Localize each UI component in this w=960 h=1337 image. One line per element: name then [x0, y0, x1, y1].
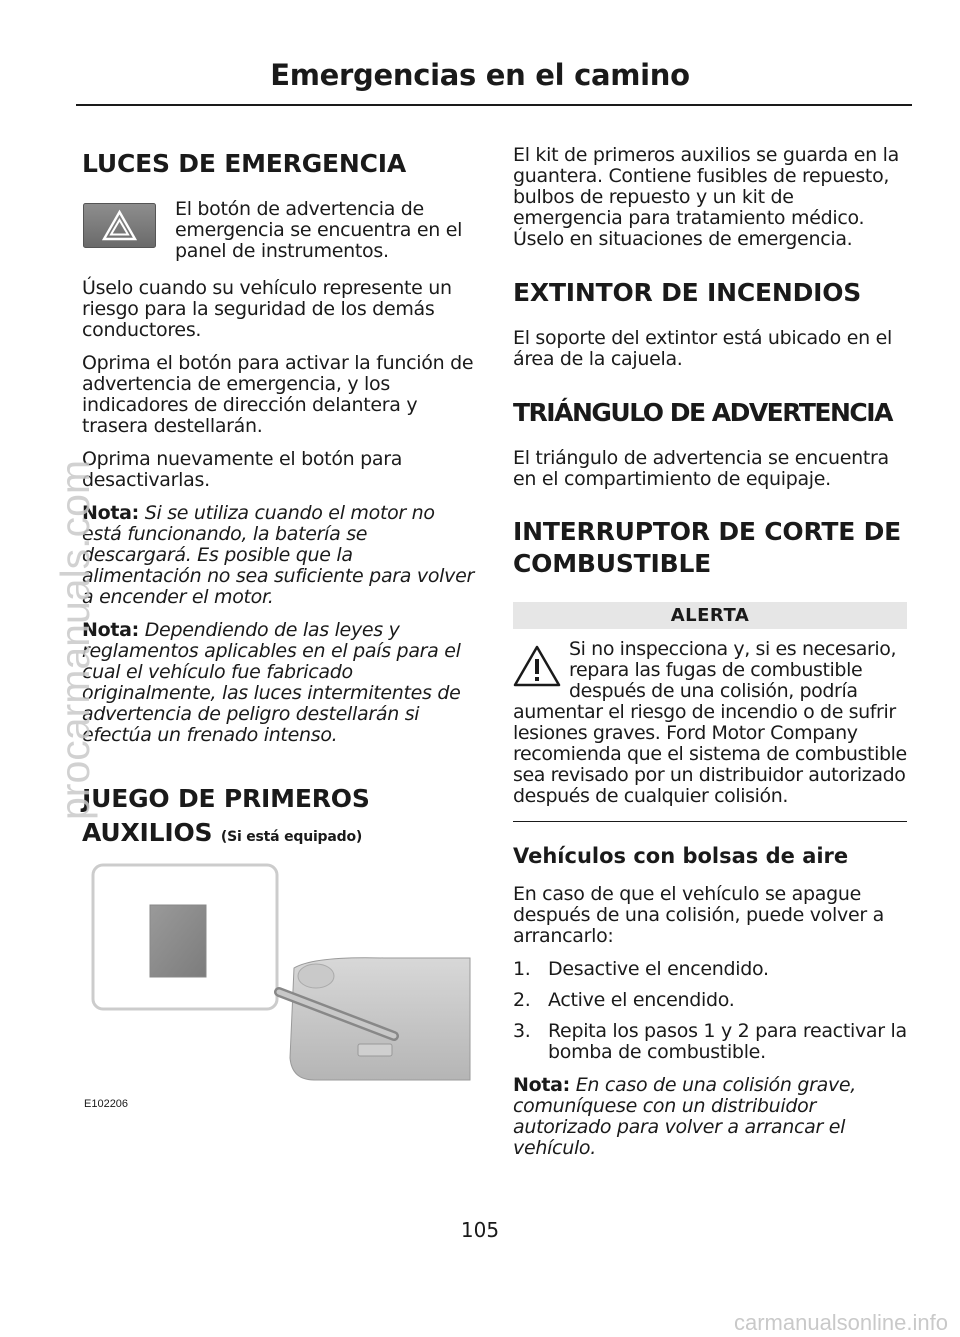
- note-block: [82, 503, 474, 746]
- section-title-extintor: EXTINTOR DE INCENDIOS: [513, 278, 862, 307]
- kit-box: [150, 905, 206, 977]
- list-item: 1. Desactive el encendido.: [513, 958, 769, 980]
- glovebox-handle: [358, 1044, 392, 1056]
- hazard-row: [82, 199, 474, 262]
- paragraph: Oprima nuevamente el botón para desactivarlas.: [82, 448, 403, 491]
- watermark-bottom: carmanualsonline.info: [733, 1310, 948, 1335]
- page-number: 105: [460, 1218, 500, 1242]
- glovebox-vent: [298, 964, 334, 988]
- figure-code: E102206: [84, 1098, 129, 1110]
- section-title-interruptor-line2: COMBUSTIBLE: [513, 549, 712, 578]
- paragraph: Úselo cuando su vehículo represente un riesgo para la seguridad de los demás conductores.: [82, 277, 452, 341]
- note-label: Nota:: [513, 1074, 570, 1096]
- alert-text: Si no inspecciona y, si es necesario, repara las fugas de combustible después de una colisión, podría aumentar el riesgo de incendio o de sufrir lesiones graves. Ford Motor Company recomienda que el sistema de combustible sea revisado por un distribuidor autorizado después de cualquier colisión.: [513, 638, 907, 807]
- header-rule: [76, 104, 912, 106]
- steps-list: [513, 959, 907, 1063]
- paragraph: El soporte del extintor está ubicado en el área de la cajuela.: [513, 327, 892, 370]
- section-title-juego: [82, 782, 474, 854]
- watermark: procarmanuals.com: [52, 459, 98, 820]
- section-title-triangulo: TRIÁNGULO DE ADVERTENCIA: [513, 398, 892, 427]
- list-item: 2. Active el encendido.: [513, 989, 735, 1011]
- alert-rule: [513, 821, 907, 822]
- paragraph: En caso de que el vehículo se apague después de una colisión, puede volver a arrancarlo:: [513, 883, 884, 947]
- note-label: Nota:: [82, 502, 139, 524]
- section-title-luces: LUCES DE EMERGENCIA: [82, 149, 407, 178]
- hazard-description: El botón de advertencia de emergencia se encuentra en el panel de instrumentos.: [175, 198, 463, 262]
- first-aid-kit-figure: [84, 858, 474, 1118]
- section-title-juego-line1: JUEGO DE PRIMEROS: [82, 784, 370, 813]
- section-title-juego-line2: AUXILIOS: [82, 818, 213, 847]
- paragraph: Oprima el botón para activar la función de advertencia de emergencia, y los indicadores de dirección delantera y trasera destellarán.: [82, 352, 474, 437]
- warning-triangle-icon: [513, 645, 561, 687]
- note-text: En caso de una colisión grave, comuníquese con un distribuidor autorizado para volver a arrancar el vehículo.: [513, 1074, 857, 1159]
- alert-body: [513, 639, 907, 807]
- hazard-button-icon: [83, 203, 156, 248]
- section-title-interruptor-line1: INTERRUPTOR DE CORTE DE: [513, 517, 902, 546]
- note-label: Nota:: [82, 619, 139, 641]
- note-text: Si se utiliza cuando el motor no está funcionando, la batería se descargará. Es posible que la alimentación no sea suficiente para volver a encender el motor.: [82, 502, 474, 608]
- left-column: [82, 145, 474, 854]
- note-block: [513, 1075, 907, 1159]
- paragraph: El kit de primeros auxilios se guarda en la guantera. Contiene fusibles de repuesto, bulbos de repuesto y un kit de emergencia para tratamiento médico. Úselo en situaciones de emergencia.: [513, 144, 899, 250]
- page-header-title: Emergencias en el camino: [270, 58, 690, 92]
- list-item: 3. Repita los pasos 1 y 2 para reactivar la bomba de combustible.: [513, 1020, 907, 1063]
- right-column: [513, 145, 907, 1171]
- section-title-suffix: (Si está equipado): [220, 829, 363, 845]
- paragraph: El triángulo de advertencia se encuentra en el compartimiento de equipaje.: [513, 447, 889, 490]
- section-title-interruptor: [513, 516, 907, 580]
- alert-header: ALERTA: [513, 602, 907, 629]
- section-title-bolsas: Vehículos con bolsas de aire: [513, 844, 849, 868]
- note-text: Dependiendo de las leyes y reglamentos aplicables en el país para el cual el vehículo fue fabricado originalmente, las luces intermitentes de advertencia de peligro destellarán si efectúa un frenado intenso.: [82, 619, 461, 746]
